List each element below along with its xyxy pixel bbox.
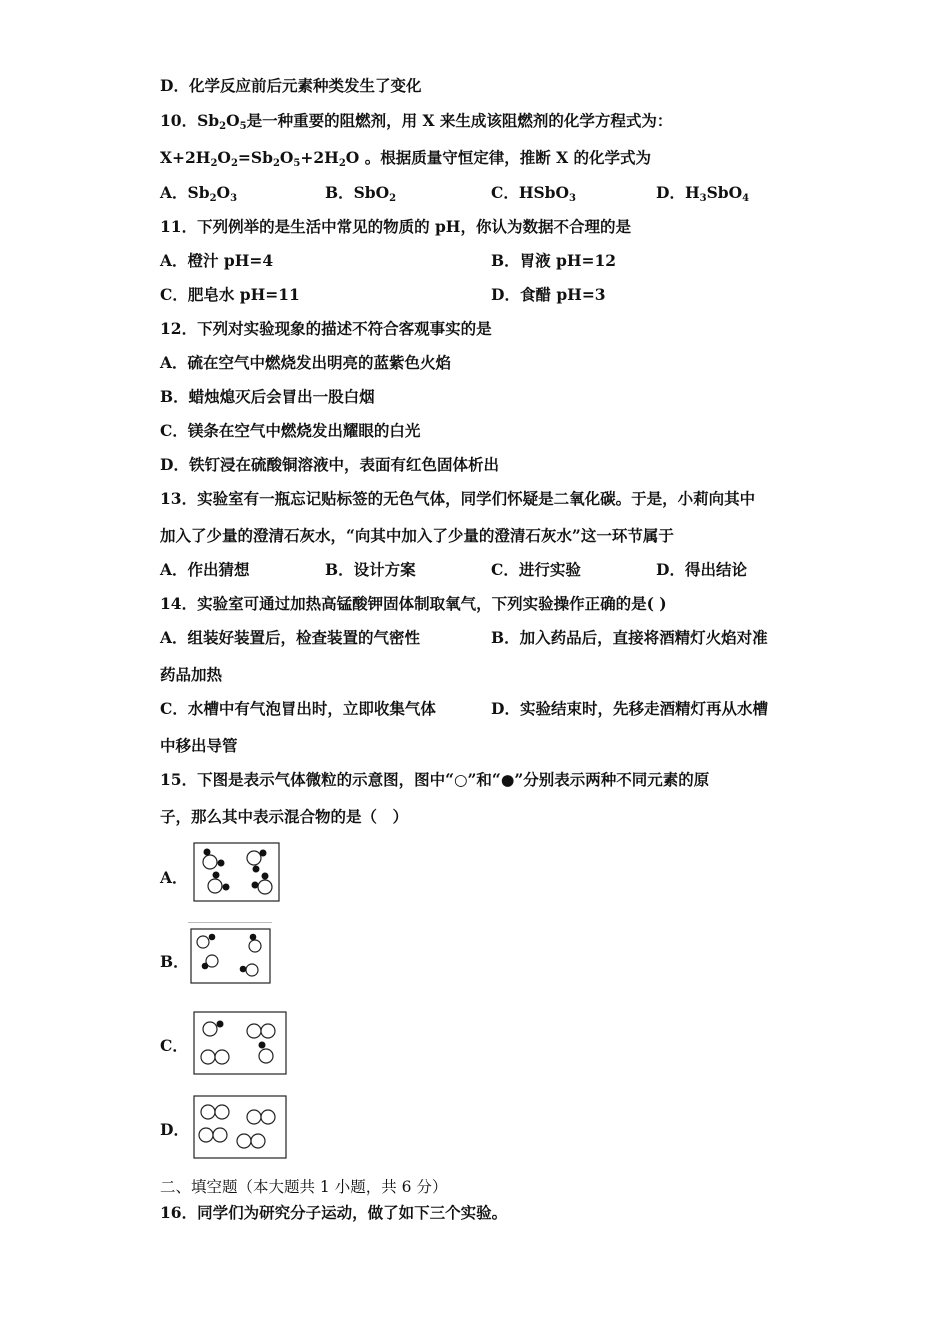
q10-stem-part1: 是一种重要的阻燃剂，用 X 来生成该阻燃剂的化学方程式为： <box>246 111 673 130</box>
q12-stem: 12．下列对实验现象的描述不符合客观事实的是 <box>160 319 492 338</box>
q10-stem-line2: $X+2H_2O_2=Sb_2O_5+2H_2O$ 。根据质量守恒定律，推断 X 的化学式为 <box>160 148 652 169</box>
q15-figure-a <box>193 842 281 904</box>
q15-option-b-label: B． <box>160 952 189 971</box>
q15-option-d-label: D． <box>160 1120 189 1139</box>
q15-stem-line2: 子，那么其中表示混合物的是（ ） <box>160 807 409 826</box>
q14-stem: 14．实验室可通过加热高锰酸钾固体制取氧气，下列实验操作正确的是( ) <box>160 594 667 613</box>
q10-stem-part2: 。根据质量守恒定律，推断 X 的化学式为 <box>359 148 652 167</box>
q13-option-d: D．得出结论 <box>656 560 747 579</box>
q14-option-a: A．组装好装置后，检查装置的气密性 <box>160 628 421 647</box>
q16-stem: 16．同学们为研究分子运动，做了如下三个实验。 <box>160 1203 508 1222</box>
q12-option-c: C．镁条在空气中燃烧发出耀眼的白光 <box>160 421 421 440</box>
q13-option-b: B．设计方案 <box>325 560 416 579</box>
q12-option-d: D．铁钉浸在硫酸铜溶液中，表面有红色固体析出 <box>160 455 499 474</box>
q13-option-a: A．作出猜想 <box>160 560 250 579</box>
q10-option-b: B．SbO$_2$ <box>325 183 397 204</box>
q11-option-c: C．肥皂水 pH=11 <box>160 285 300 304</box>
q10-option-c: C．HSbO$_3$ <box>491 183 576 204</box>
q15-figure-d <box>193 1095 288 1161</box>
q12-option-b: B．蜡烛熄灭后会冒出一股白烟 <box>160 387 375 406</box>
q14-option-d-line2: 中移出导管 <box>160 736 238 755</box>
figure-divider <box>188 922 272 923</box>
q10-number: 10． <box>160 111 198 130</box>
q10-stem-line1: 10．$Sb_2O_5$是一种重要的阻燃剂，用 X 来生成该阻燃剂的化学方程式为： <box>160 111 673 132</box>
q15-option-c-label: C． <box>160 1036 188 1055</box>
q11-option-a: A．橙汁 pH=4 <box>160 251 274 270</box>
q15-figure-b <box>190 928 272 986</box>
q9-option-d: D．化学反应前后元素种类发生了变化 <box>160 76 422 95</box>
q14-option-c: C．水槽中有气泡冒出时，立即收集气体 <box>160 699 436 718</box>
q14-option-d-line1: D．实验结束时，先移走酒精灯再从水槽 <box>491 699 768 718</box>
q12-option-a: A．硫在空气中燃烧发出明亮的蓝紫色火焰 <box>160 353 452 372</box>
q10-option-a: A．$Sb_2O_3$ <box>160 183 238 204</box>
q13-stem-line2: 加入了少量的澄清石灰水，“向其中加入了少量的澄清石灰水”这一环节属于 <box>160 526 674 545</box>
q15-option-a-label: A． <box>160 868 188 887</box>
q15-stem-line1: 15．下图是表示气体微粒的示意图，图中“○”和“●”分别表示两种不同元素的原 <box>160 770 710 789</box>
q11-stem: 11．下列例举的是生活中常见的物质的 pH，你认为数据不合理的是 <box>160 217 631 236</box>
q10-option-d: D．$H_3SbO_4$ <box>656 183 750 204</box>
q14-option-b-line1: B．加入药品后，直接将酒精灯火焰对准 <box>491 628 768 647</box>
q14-option-b-line2: 药品加热 <box>160 665 223 684</box>
q15-figure-c <box>193 1011 288 1077</box>
q11-option-b: B．胃液 pH=12 <box>491 251 617 270</box>
q13-stem-line1: 13．实验室有一瓶忘记贴标签的无色气体，同学们怀疑是二氧化碳。于是，小莉向其中 <box>160 489 756 508</box>
section2-heading: 二、填空题（本大题共 1 小题，共 6 分） <box>160 1178 448 1196</box>
q11-option-d: D．食醋 pH=3 <box>491 285 606 304</box>
q13-option-c: C．进行实验 <box>491 560 581 579</box>
